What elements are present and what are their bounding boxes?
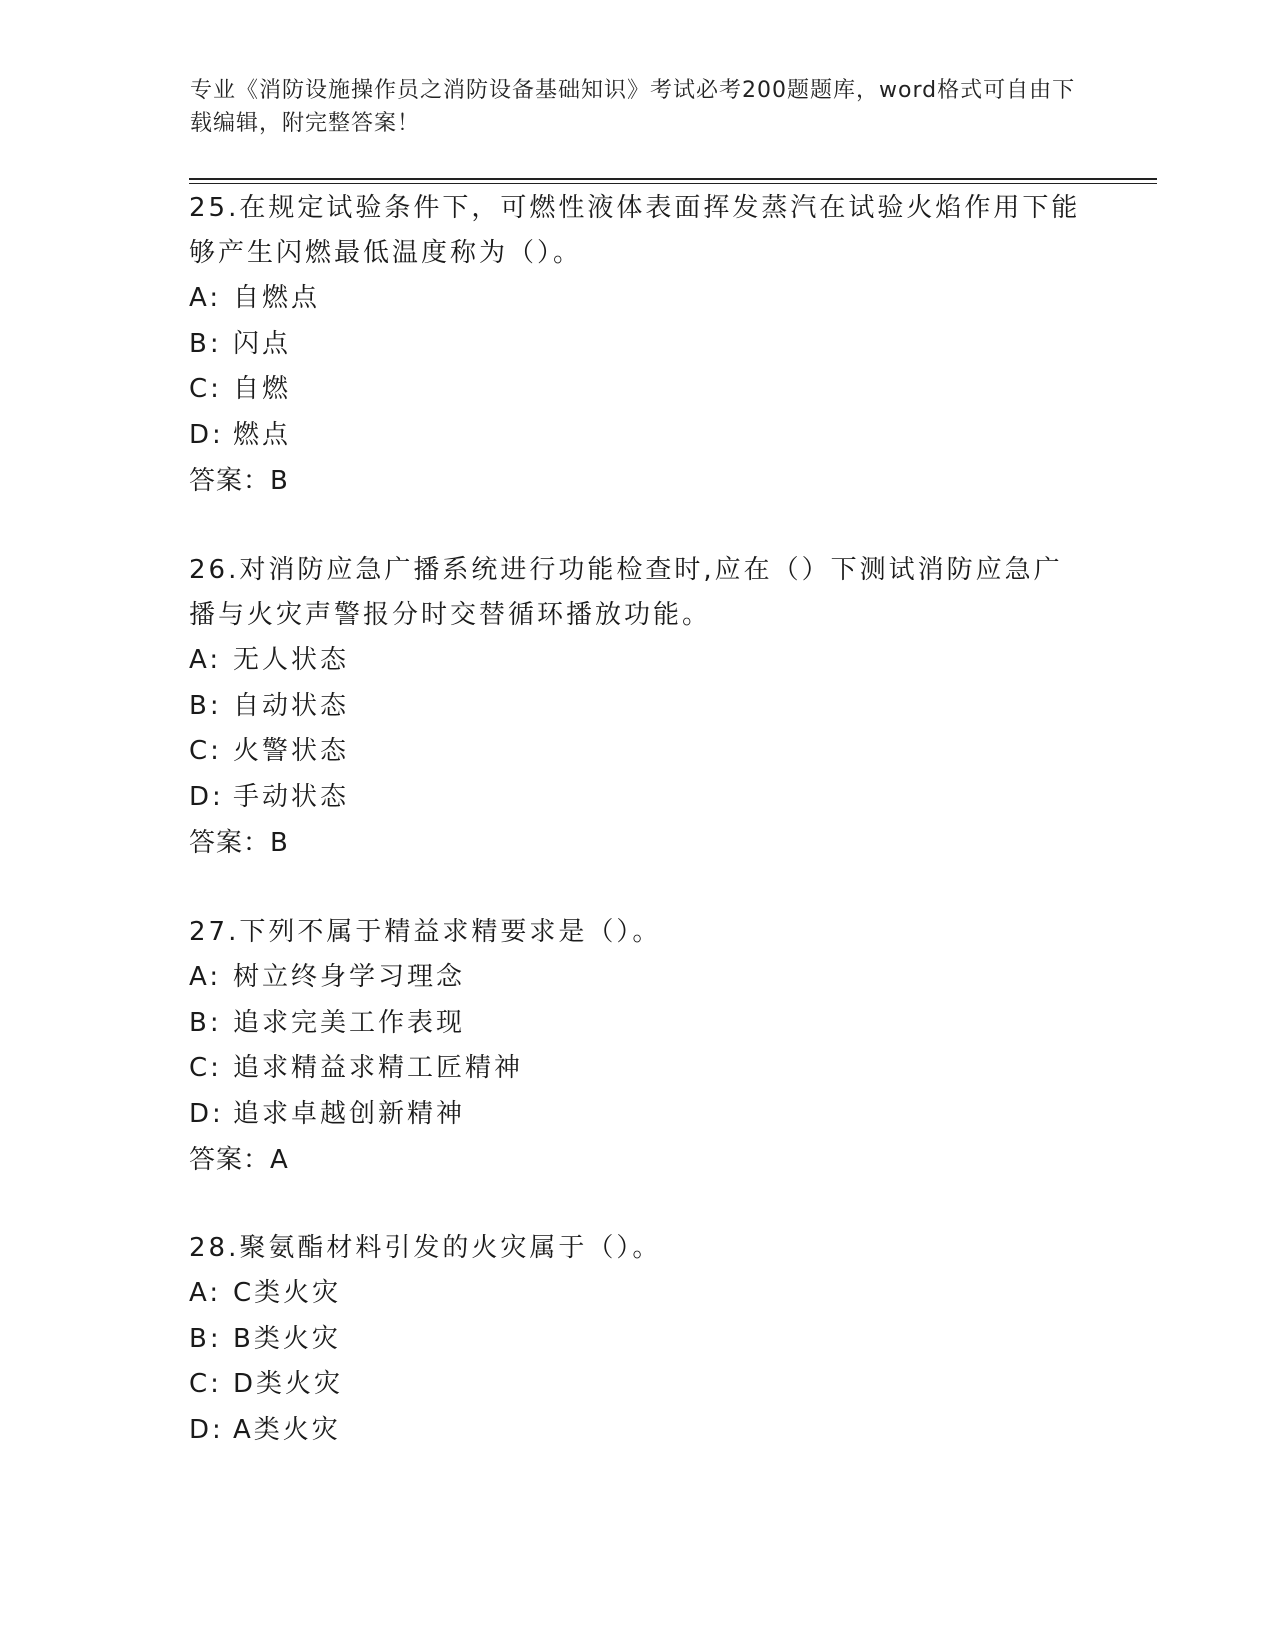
option-key: B: xyxy=(189,1007,222,1038)
question-25 xyxy=(189,186,1089,504)
option-text: 追求卓越创新精神 xyxy=(233,1098,466,1129)
option-text: B类火灾 xyxy=(233,1323,341,1354)
option-key: A: xyxy=(189,962,222,992)
option-text: 无人状态 xyxy=(233,645,350,675)
option-key: D: xyxy=(189,781,224,812)
option-key: D: xyxy=(189,419,224,450)
option-key: B: xyxy=(189,328,222,359)
option-b xyxy=(189,1317,1089,1363)
question-26 xyxy=(189,548,1089,866)
question-28 xyxy=(189,1226,1089,1453)
option-d xyxy=(189,413,1089,459)
option-b xyxy=(189,322,1089,368)
option-text: A类火灾 xyxy=(233,1414,341,1445)
option-c xyxy=(189,729,1089,775)
header-divider xyxy=(189,178,1157,180)
answer: 答案：A xyxy=(189,1145,289,1175)
question-stem: 26.对消防应急广播系统进行功能检查时,应在（）下测试消防应急广播与火灾声警报分时交替循环播放功能。 xyxy=(189,555,1063,630)
question-27 xyxy=(189,910,1089,1183)
option-c xyxy=(189,367,1089,413)
option-text: 手动状态 xyxy=(233,781,350,812)
option-a xyxy=(189,276,1089,322)
option-d xyxy=(189,775,1089,821)
document-header: 专业《消防设施操作员之消防设备基础知识》考试必考200题题库，word格式可自由下载编辑，附完整答案！ xyxy=(190,78,1076,136)
option-key: C: xyxy=(189,1369,222,1399)
option-text: 闪点 xyxy=(233,328,292,359)
question-stem: 28.聚氨酯材料引发的火灾属于（）。 xyxy=(189,1233,662,1263)
option-text: 树立终身学习理念 xyxy=(233,962,466,992)
option-text: 自燃点 xyxy=(233,283,321,313)
question-stem: 27.下列不属于精益求精要求是（）。 xyxy=(189,917,662,947)
option-key: C: xyxy=(189,1053,222,1083)
option-text: 自燃 xyxy=(233,374,292,404)
option-text: 追求精益求精工匠精神 xyxy=(233,1053,524,1083)
option-a xyxy=(189,638,1089,684)
answer: 答案：B xyxy=(189,828,289,858)
option-d xyxy=(189,1408,1089,1454)
option-text: 追求完美工作表现 xyxy=(233,1007,466,1038)
option-key: C: xyxy=(189,374,222,404)
option-a xyxy=(189,1271,1089,1317)
question-stem: 25.在规定试验条件下，可燃性液体表面挥发蒸汽在试验火焰作用下能够产生闪燃最低温度称为（）。 xyxy=(189,193,1081,268)
header-divider-thin xyxy=(189,183,1157,184)
option-a xyxy=(189,955,1089,1001)
option-key: D: xyxy=(189,1098,224,1129)
option-c xyxy=(189,1046,1089,1092)
option-text: 火警状态 xyxy=(233,736,350,766)
answer: 答案：B xyxy=(189,466,289,496)
option-key: A: xyxy=(189,283,222,313)
option-c xyxy=(189,1362,1089,1408)
option-key: A: xyxy=(189,1278,222,1308)
option-d xyxy=(189,1092,1089,1138)
option-key: C: xyxy=(189,736,222,766)
option-b xyxy=(189,684,1089,730)
option-b xyxy=(189,1001,1089,1047)
option-text: 燃点 xyxy=(233,419,292,450)
option-key: B: xyxy=(189,690,222,721)
option-key: A: xyxy=(189,645,222,675)
option-key: D: xyxy=(189,1414,224,1445)
option-text: 自动状态 xyxy=(233,690,350,721)
option-text: D类火灾 xyxy=(233,1369,344,1399)
option-text: C类火灾 xyxy=(233,1278,342,1308)
option-key: B: xyxy=(189,1323,222,1354)
